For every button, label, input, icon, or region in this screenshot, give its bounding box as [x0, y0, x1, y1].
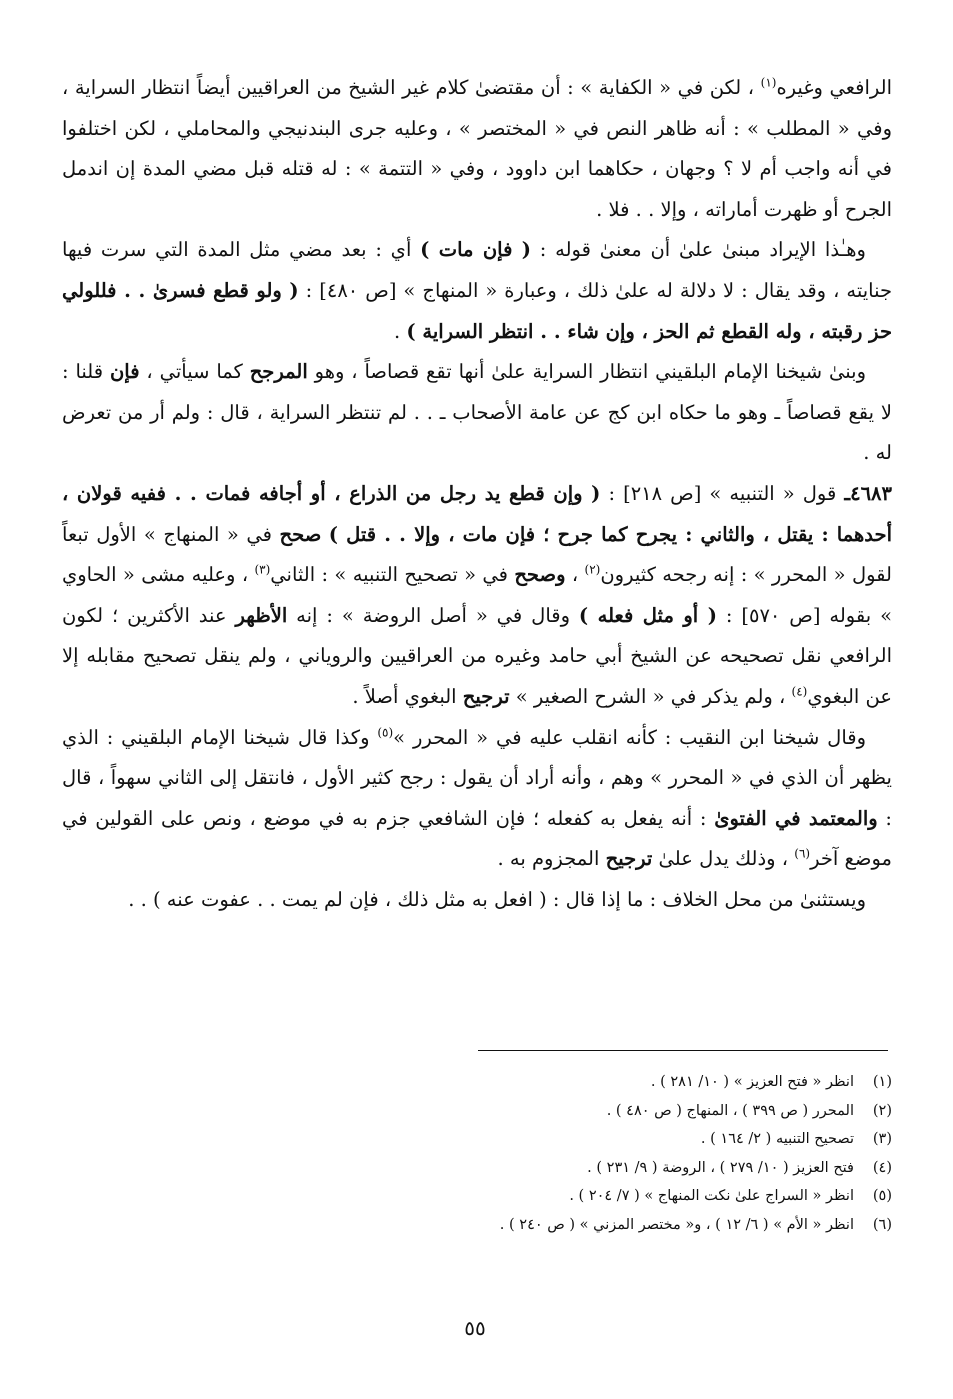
text-run: عند الأكثرين ؛ لكون الرافعي نقل تصحيحه عن الشيخ أبي حامد وغيره من العراقيين والروياني ، ولم ينقل تصحيح مقابله إلا عن البغوي — [62, 603, 892, 708]
footnote — [300, 1097, 892, 1126]
bold-text: ( ولو قطع فسرىٰ . . فللولي حز رقبته ، وله القطع ثم الحز ، وإن شاء . . انتظر السراية ) — [62, 278, 892, 343]
footnote-marker: (١) — [760, 75, 777, 90]
text-run: في « المنهاج » الأول تبعاً لقول « المحرر » : إنه رجحه كثيرون — [62, 522, 892, 587]
text-run: وقال شيخنا ابن النقيب : كأنه انقلب عليه في « المحرر » — [393, 725, 867, 749]
footnote-number: (٢) — [872, 1102, 892, 1119]
footnote-number: (٤) — [872, 1159, 892, 1176]
text-run: المجزوم به . — [497, 847, 606, 871]
text-run — [321, 523, 329, 546]
bold-text: ( وإن قطع يد رجل من الذراع ، أو أجافه فمات . . ففيه قولان ، أحدهما : يقتل ، والثاني : يجرح كما جرح ؛ فإن مات ، وإلا . . قتل ) — [62, 481, 892, 546]
footnote-text: انظر « فتح العزيز » ( ١٠/ ٢٨١ ) . — [650, 1074, 854, 1090]
footnote-text: انظر « الأم » ( ٦/ ١٢ ) ، و« مختصر المزني » ( ص ٢٤٠ ) . — [499, 1216, 854, 1233]
text-run: ، وذلك يدل علىٰ — [652, 847, 795, 871]
text-run: : أنه يفعل به كفعله ؛ فإن الشافعي جزم به في موضع ، ونص على القولين في موضع آخر — [62, 806, 892, 871]
bold-text: والمعتمد في الفتوىٰ — [714, 806, 878, 830]
text-run: قول « التنبيه » [ص ٢١٨] : — [600, 481, 845, 505]
bold-text: المرجح — [249, 360, 308, 384]
text-run: في « تصحيح التنبيه » : الثاني — [270, 563, 515, 587]
paragraph — [62, 230, 892, 352]
paragraph — [62, 718, 892, 880]
footnotes — [300, 1068, 892, 1240]
text-run: وقال في « أصل الروضة » : إنه — [287, 603, 579, 627]
text-run: وكذا قال شيخنا الإمام البلقيني : الذي يظهر أن الذي في « المحرر » وهم ، وأنه أراد أن يقول : رجح كثير الأول ، فانتقل إلى الثاني سهواً ، قال : — [62, 725, 892, 830]
footnote — [300, 1182, 892, 1211]
footnote-text: المحرر ( ص ٣٩٩ ) ، المنهاج ( ص ٤٨٠ ) . — [606, 1102, 854, 1119]
paragraph — [62, 352, 892, 474]
footnote-marker: (٥) — [377, 725, 394, 739]
text-run: وهـٰذا الإيراد مبنىٰ علىٰ أن معنىٰ قوله : — [531, 238, 866, 262]
text-run: قلنا : لا يقع قصاصاً ـ وهو ما حكاه ابن كج عن عامة الأصحاب ـ . . لم تنتظر السراية ، قال : ولم أر من تعرض له . — [62, 360, 892, 465]
bold-text: الأظهر — [235, 603, 288, 627]
footnote — [300, 1125, 892, 1154]
footnote-marker: (٢) — [584, 562, 601, 577]
text-run: ، وعليه مشى « الحاوي » بقوله [ص ٥٧٠] : — [62, 563, 892, 627]
page-number: ٥٥ — [464, 1316, 486, 1340]
text-run: وبنىٰ شيخنا الإمام البلقيني انتظار السراية علىٰ أنها تقع قصاصاً ، وهو — [307, 360, 866, 384]
footnote — [300, 1211, 892, 1240]
text-run: ويستثنىٰ من محل الخلاف : ما إذا قال : ( افعل به مثل ذلك ، فإن لم يمت . . عفوت عنه ) . . — [128, 887, 866, 911]
text-run: ، ولم يذكر في « الشرح الصغير » — [509, 684, 792, 708]
bold-text: فإن — [109, 360, 140, 384]
bold-text: ترجيح — [462, 684, 510, 708]
footnote — [300, 1154, 892, 1183]
footnote-marker: (٤) — [791, 684, 808, 699]
main-text — [62, 68, 892, 920]
footnote-marker: (٦) — [794, 846, 811, 861]
text-run: البغوي أصلاً . — [352, 684, 463, 708]
bold-text: صحح — [279, 522, 322, 546]
paragraph — [62, 880, 892, 921]
paragraph — [62, 68, 892, 230]
text-run: ، — [565, 563, 585, 587]
footnote-text: انظر « السراج علىٰ نكت المنهاج » ( ٧/ ٢٠٤ ) . — [569, 1188, 854, 1205]
bold-text: وصحح — [514, 563, 566, 587]
text-run: أي : بعد مضي مثل المدة التي سرت فيها جنايته ، وقد يقال : لا دلالة له علىٰ ذلك ، وعبارة « المنهاج » [ص ٤٨٠] : — [62, 238, 893, 302]
text-run: كما سيأتي ، — [139, 360, 250, 384]
footnote-marker: (٣) — [254, 562, 271, 577]
bold-text: ٤٦٨٣ـ — [844, 481, 892, 505]
footnote-divider — [478, 1050, 888, 1051]
text-run: ، لكن في « الكفاية » : أن مقتضىٰ كلام غير الشيخ من العراقيين أيضاً انتظار السراية ، وفي « المطلب » : أنه ظاهر النص في « المختصر » ، وعليه جرى البندنيجي والمحاملي ، لكن اختلفوا في أنه واجب أم لا ؟ وجهان ، حكاهما ابن داوود ، وفي « التتمة » : له قتله قبل مضي المدة إن اندمل الجرح أو ظهرت أماراته ، وإلا . . فلا . — [62, 76, 892, 221]
footnote-text: تصحيح التنبيه ( ٢/ ١٦٤ ) . — [700, 1131, 854, 1148]
footnote-number: (٥) — [872, 1188, 892, 1205]
bold-text: ( فإن مات ) — [420, 238, 532, 262]
footnote — [300, 1068, 892, 1097]
text-run: . — [393, 319, 407, 343]
paragraph — [62, 474, 892, 718]
bold-text: ( أو مثل فعله ) — [578, 603, 717, 627]
footnote-text: فتح العزيز ( ١٠/ ٢٧٩ ) ، الروضة ( ٩/ ٢٣١ ) . — [587, 1159, 854, 1176]
footnote-number: (٣) — [872, 1131, 892, 1148]
bold-text: ترجيح — [605, 847, 653, 871]
footnote-number: (١) — [872, 1074, 892, 1090]
footnote-number: (٦) — [872, 1216, 892, 1233]
text-run: الرافعي وغيره — [776, 76, 892, 99]
